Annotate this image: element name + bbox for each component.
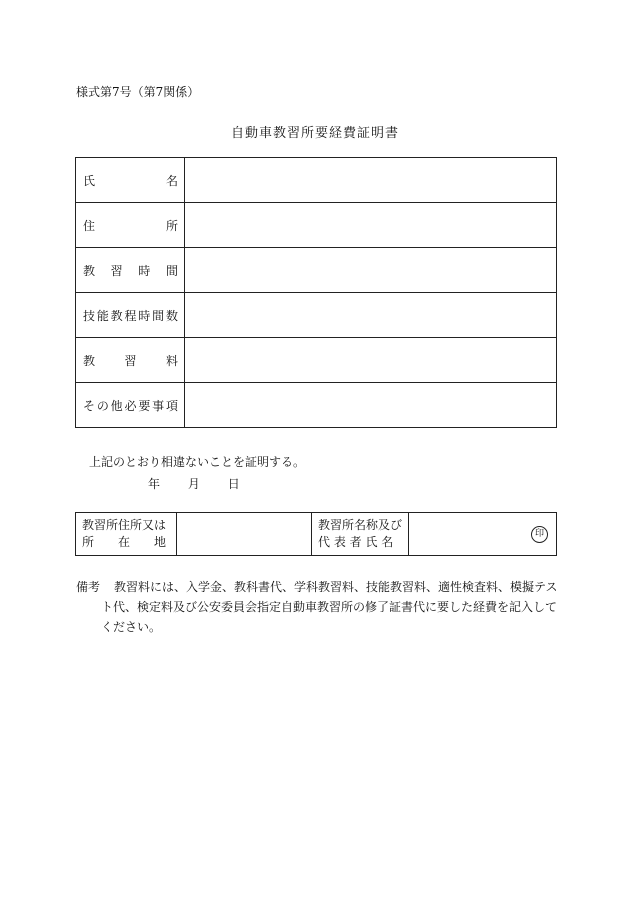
- remarks-line: ト代、検定料及び公安委員会指定自動車教習所の修了証書代に要した経費を記入して: [101, 600, 558, 614]
- school-address-label-line1: 教習所住所又は: [82, 518, 167, 532]
- field-label-char: 他: [110, 398, 123, 413]
- table-row: [76, 383, 557, 428]
- field-label-char: 時: [138, 263, 151, 278]
- field-label-char: 技: [83, 308, 96, 323]
- field-label-text: [83, 262, 178, 279]
- field-label-char: 項: [165, 398, 178, 413]
- field-label-text: [83, 307, 178, 324]
- field-label-char: そ: [83, 398, 96, 413]
- field-label-char: 習: [110, 263, 123, 278]
- field-label-char: 住: [83, 218, 96, 233]
- page-title: 自動車教習所要経費証明書: [230, 126, 399, 141]
- certification-text: 上記のとおり相違ないことを証明する。: [89, 455, 306, 469]
- school-name-label-line1: 教習所名称及び: [318, 518, 403, 532]
- school-name-label-line2: 代 表 者 氏 名: [318, 535, 394, 549]
- school-address-label-line2: 所 在 地: [82, 535, 167, 549]
- field-label-text: [83, 172, 178, 189]
- field-value-tuition[interactable]: [185, 338, 557, 383]
- school-address-value[interactable]: [177, 513, 312, 556]
- field-label-tuition: [76, 338, 185, 383]
- remarks-line: 教習料には、入学金、教科書代、学科教習料、技能教習料、適性検査料、模擬テス: [114, 580, 558, 594]
- table-row: [76, 158, 557, 203]
- field-label-text: [83, 397, 178, 414]
- field-label-char: 数: [165, 308, 178, 323]
- field-value-name[interactable]: [185, 158, 557, 203]
- field-value-address[interactable]: [185, 203, 557, 248]
- field-label-char: 事: [152, 398, 165, 413]
- remarks-line: ください。: [101, 620, 162, 634]
- field-label-char: 教: [83, 263, 96, 278]
- field-label-char: 間: [165, 263, 178, 278]
- field-label-char: の: [96, 398, 109, 413]
- school-name-value[interactable]: [409, 513, 557, 556]
- table-row: [76, 248, 557, 293]
- date-day: 日: [227, 477, 240, 491]
- field-label-char: 間: [152, 308, 165, 323]
- school-name-label: [312, 513, 409, 556]
- field-value-lesson-hours[interactable]: [185, 248, 557, 293]
- field-label-char: 教: [110, 308, 123, 323]
- field-label-char: 料: [165, 353, 178, 368]
- field-label-char: 教: [83, 353, 96, 368]
- field-label-text: [83, 217, 178, 234]
- field-value-skill-course-hours[interactable]: [185, 293, 557, 338]
- table-row: [76, 513, 557, 556]
- remarks: [76, 577, 560, 637]
- seal-mark: 印: [531, 526, 548, 543]
- field-label-char: 名: [165, 173, 178, 188]
- field-value-other[interactable]: [185, 383, 557, 428]
- date-year: 年: [148, 477, 161, 491]
- field-label-other: [76, 383, 185, 428]
- form-number: 様式第7号（第7関係）: [76, 85, 200, 99]
- field-label-address: [76, 203, 185, 248]
- field-label-char: 必: [124, 398, 137, 413]
- field-label-char: 習: [124, 353, 137, 368]
- table-row: [76, 293, 557, 338]
- school-address-label: [76, 513, 177, 556]
- field-label-skill-course-hours: [76, 293, 185, 338]
- field-label-char: 能: [96, 308, 109, 323]
- field-label-text: [83, 352, 178, 369]
- remarks-heading: 備考: [76, 580, 101, 594]
- field-label-lesson-hours: [76, 248, 185, 293]
- remarks-body: [101, 577, 560, 637]
- field-label-char: 時: [138, 308, 151, 323]
- field-label-name: [76, 158, 185, 203]
- info-table: [75, 157, 557, 428]
- field-label-char: 要: [138, 398, 151, 413]
- field-label-char: 程: [124, 308, 137, 323]
- table-row: [76, 338, 557, 383]
- field-label-char: 氏: [83, 173, 96, 188]
- date-line: [148, 475, 240, 492]
- field-label-char: 所: [165, 218, 178, 233]
- date-month: 月: [187, 477, 200, 491]
- signature-table: [75, 512, 557, 556]
- table-row: [76, 203, 557, 248]
